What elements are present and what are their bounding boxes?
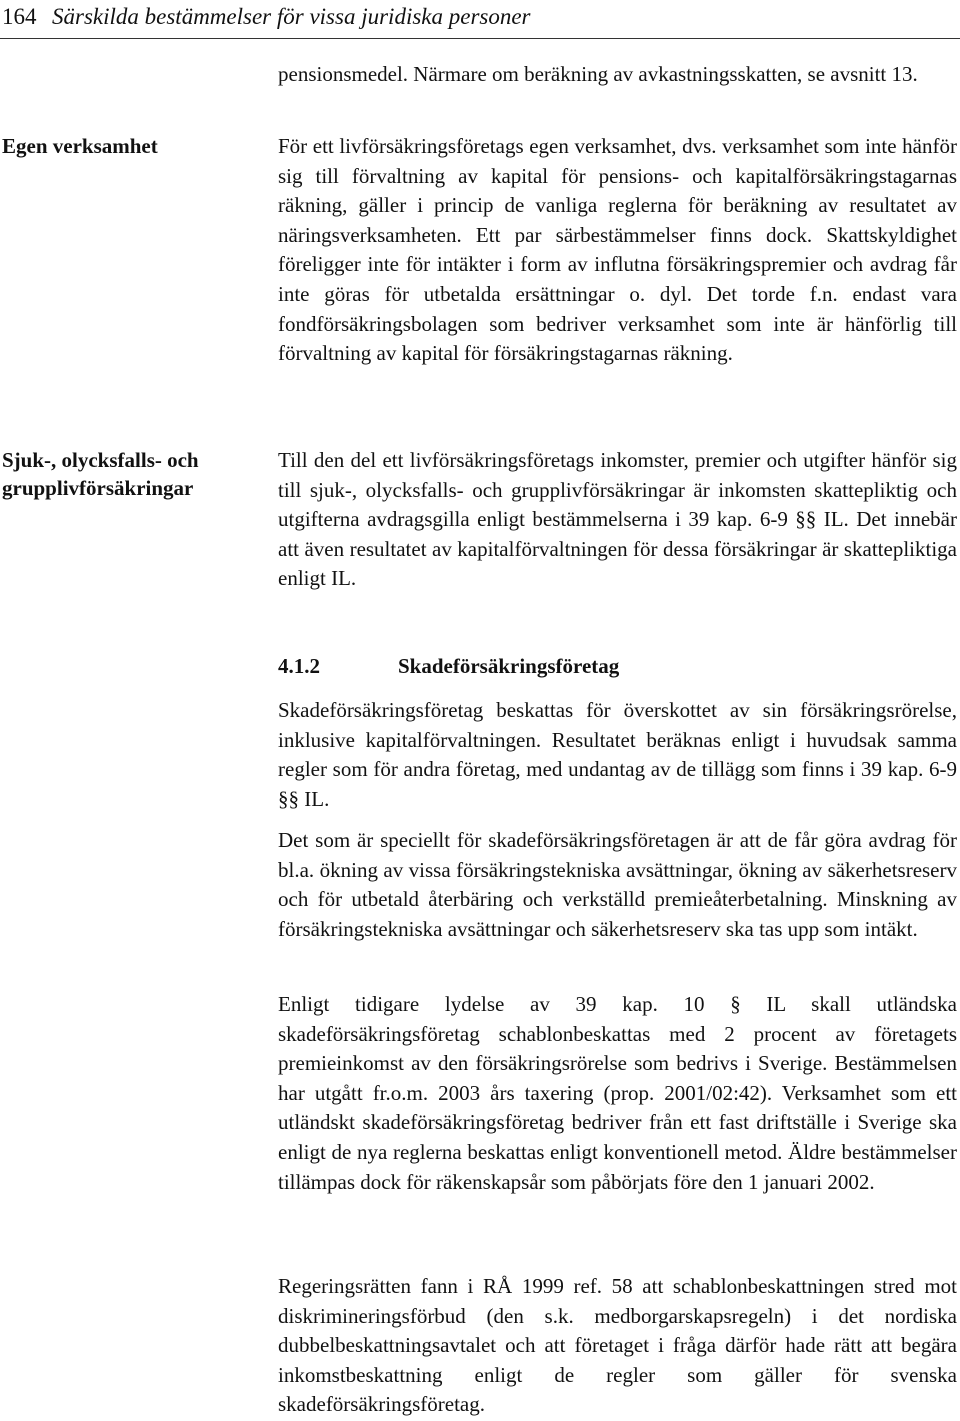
paragraph-7: Regeringsrätten fann i RÅ 1999 ref. 58 att schablonbeskattningen stred mot diskrimineringsförbud (den s.k. medborgarskapsregeln) i det nordiska dubbelbeskattningsavtalet och att företaget i fråga därför hade rätt att begära inkomstbeskattning enligt de regler som gäller för svenska skadeförsäkringsföretag. [278, 1274, 957, 1417]
margin-note-egen-verksamhet: Egen verksamhet [2, 134, 158, 158]
paragraph-3: Till den del ett livförsäkringsföretags inkomster, premier och utgifter hänför sig till sjuk-, olycksfalls- och grupplivförsäkringar är inkomsten skattepliktig och utgifterna avdragsgilla enligt bestämmelserna i 39 kap. 6-9 §§ IL. Det innebär att även resultatet av kapitalförvaltningen för dessa försäkringar är skattepliktiga enligt IL. [278, 448, 957, 591]
running-title: Särskilda bestämmelser för vissa juridiska personer [52, 4, 531, 29]
paragraph-2-block [278, 132, 957, 369]
section-title: Skadeförsäkringsföretag [398, 654, 620, 678]
paragraph-6: Enligt tidigare lydelse av 39 kap. 10 § IL skall utländska skadeförsäkringsföretag schablonbeskattas med 2 procent av företagets premieinkomst av den försäkringsrörelse som bedrivs i Sverige. Bestämmelsen har utgått fr.o.m. 2003 års taxering (prop. 2001/02:42). Verksamhet som ett utländskt skadeförsäkringsföretag bedriver från ett fast driftställe i Sverige ska enligt de nya reglerna beskattas enligt konventionell metod. Äldre bestämmelser tillämpas dock för räkenskapsår som påbörjats före den 1 januari 2002. [278, 992, 957, 1194]
paragraph-1: pensionsmedel. Närmare om beräkning av avkastningsskatten, se avsnitt 13. [278, 62, 918, 86]
paragraph-5-block [278, 826, 957, 944]
paragraph-4-block [278, 696, 957, 814]
paragraph-3-block [278, 446, 957, 594]
paragraph-7-block [278, 1272, 957, 1420]
section-number: 4.1.2 [278, 654, 320, 678]
page-number: 164 [2, 4, 37, 29]
margin-note-sjuk-olycksfalls: Sjuk-, olycksfalls- och grupplivförsäkringar [2, 448, 199, 500]
paragraph-1-block [278, 60, 957, 88]
header-rule [0, 38, 960, 39]
paragraph-2: För ett livförsäkringsföretags egen verksamhet, dvs. verksamhet som inte hänför sig till förvaltning av kapital för pensions- och kapitalförsäkringstagarnas räkning, gäller i princip de vanliga reglerna för beräkning av resultatet av näringsverksamheten. Ett par särbestämmelser finns dock. Skattskyldighet föreligger inte för intäkter i form av influtna försäkringspremier och avdrag får inte göras för utbetalda ersättningar o. dyl. Det torde f.n. endast vara fondförsäkringsbolagen som bedriver verksamhet som inte är hänförlig till förvaltning av kapital för försäkringstagarnas räkning. [278, 134, 957, 366]
page-header [0, 2, 960, 32]
paragraph-6-block [278, 990, 957, 1197]
paragraph-4: Skadeförsäkringsföretag beskattas för överskottet av sin försäkringsrörelse, inklusive kapitalförvaltningen. Resultatet beräknas enligt i huvudsak samma regler som för andra företag, med undantag av de tillägg som finns i 39 kap. 6-9 §§ IL. [278, 698, 957, 811]
paragraph-5: Det som är speciellt för skadeförsäkringsföretagen är att de får göra avdrag för bl.a. ökning av vissa försäkringstekniska avsättningar, ökning av säkerhetsreserv och för utbetald återbäring och verkställd premieåterbetalning. Minskning av försäkringstekniska avsättningar och säkerhetsreserv ska tas upp som intäkt. [278, 828, 957, 941]
